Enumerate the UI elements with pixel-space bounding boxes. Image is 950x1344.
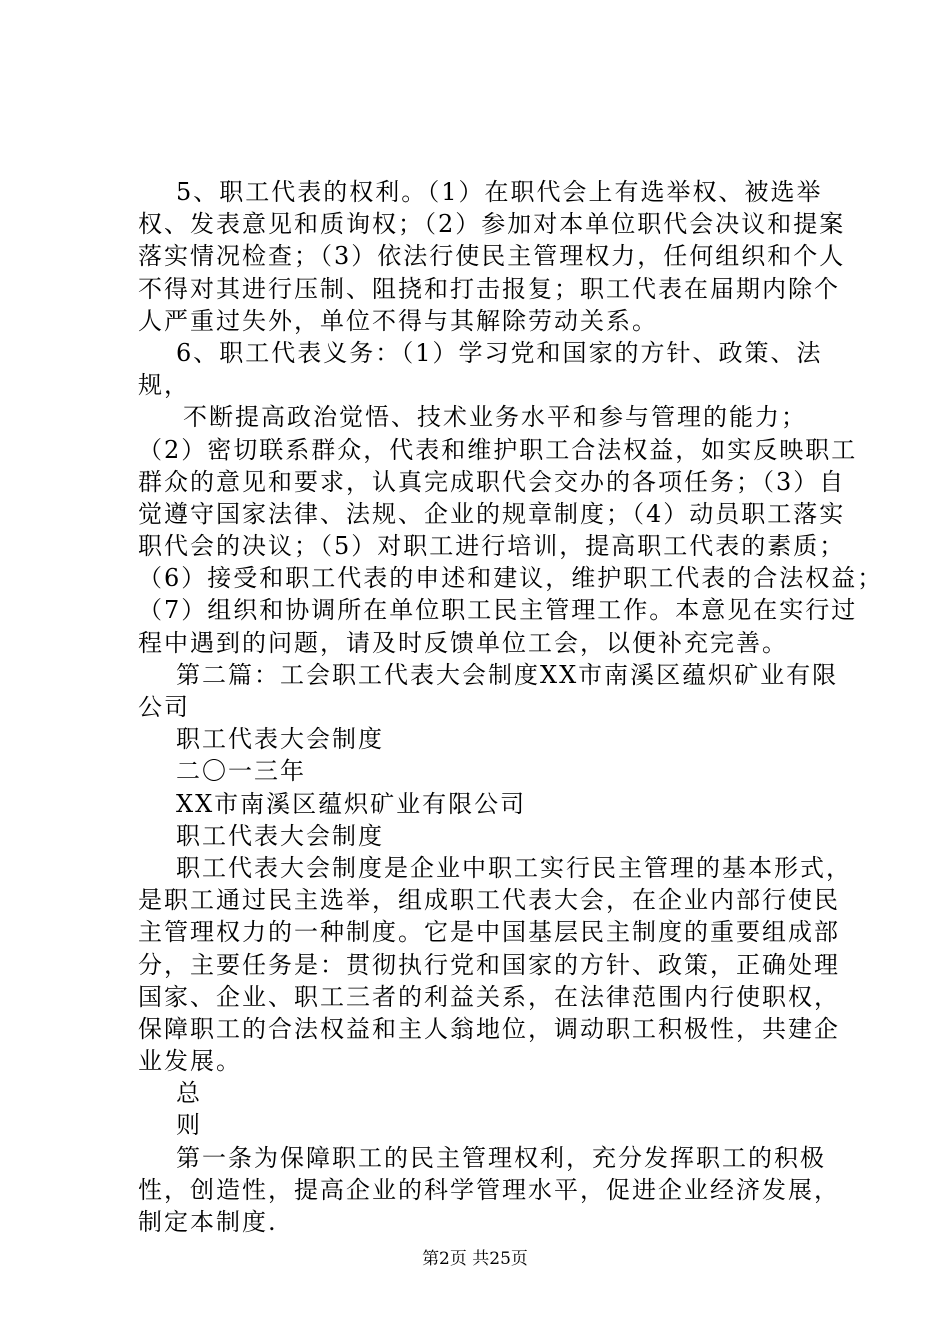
- text-line: 则: [176, 1111, 202, 1140]
- text-line: 二〇一三年: [176, 757, 306, 786]
- text-line: 业发展。: [138, 1047, 242, 1076]
- text-line: 第二篇：工会职工代表大会制度XX市南溪区蕴炽矿业有限: [176, 660, 839, 689]
- text-line: 主管理权力的一种制度。它是中国基层民主制度的重要组成部: [138, 918, 840, 947]
- text-line: 公司: [138, 693, 190, 721]
- text-line: 6、职工代表义务：（1）学习党和国家的方针、政策、法: [176, 338, 823, 367]
- text-line: 职工代表大会制度是企业中职工实行民主管理的基本形式，: [176, 853, 852, 882]
- text-line: 觉遵守国家法律、法规、企业的规章制度；（4）动员职工落实: [138, 499, 846, 528]
- text-line: 不得对其进行压制、阻挠和打击报复；职工代表在届期内除个: [138, 274, 840, 303]
- text-line: 第一条为保障职工的民主管理权利，充分发挥职工的积极: [176, 1143, 826, 1172]
- text-line: XX市南溪区蕴炽矿业有限公司: [176, 789, 527, 818]
- document-body: [138, 176, 884, 1238]
- text-line: 不断提高政治觉悟、技术业务水平和参与管理的能力；: [183, 403, 807, 432]
- text-line: （2）密切联系群众，代表和维护职工合法权益，如实反映职工: [138, 435, 858, 464]
- text-line: 落实情况检查；（3）依法行使民主管理权力，任何组织和个人: [138, 242, 846, 271]
- text-line: 性，创造性，提高企业的科学管理水平，促进企业经济发展，: [138, 1175, 840, 1204]
- text-line: 国家、企业、职工三者的利益关系，在法律范围内行使职权，: [138, 982, 840, 1011]
- text-line: （7）组织和协调所在单位职工民主管理工作。本意见在实行过: [138, 596, 858, 625]
- text-line: 总: [176, 1079, 202, 1108]
- text-line: 规，: [138, 371, 190, 400]
- text-line: 权、发表意见和质询权；（2）参加对本单位职代会决议和提案: [138, 210, 846, 239]
- text-line: 程中遇到的问题，请及时反馈单位工会，以便补充完善。: [138, 628, 788, 657]
- page-footer: 第2页 共25页: [422, 1249, 528, 1269]
- text-line: 群众的意见和要求，认真完成职代会交办的各项任务；（3）自: [138, 467, 846, 496]
- text-line: 职工代表大会制度: [176, 821, 384, 850]
- text-line: 制定本制度.: [138, 1208, 278, 1236]
- text-line: 分，主要任务是：贯彻执行党和国家的方针、政策，正确处理: [138, 950, 840, 979]
- text-line: （6）接受和职工代表的申述和建议，维护职工代表的合法权益；: [138, 564, 884, 593]
- text-line: 是职工通过民主选举，组成职工代表大会，在企业内部行使民: [138, 886, 840, 915]
- text-line: 人严重过失外，单位不得与其解除劳动关系。: [138, 306, 658, 335]
- text-line: 职代会的决议；（5）对职工进行培训，提高职工代表的素质；: [138, 532, 846, 561]
- text-line: 职工代表大会制度: [176, 725, 384, 754]
- text-line: 保障职工的合法权益和主人翁地位，调动职工积极性，共建企: [138, 1014, 840, 1043]
- text-line: 5、职工代表的权利。（1）在职代会上有选举权、被选举: [176, 178, 823, 206]
